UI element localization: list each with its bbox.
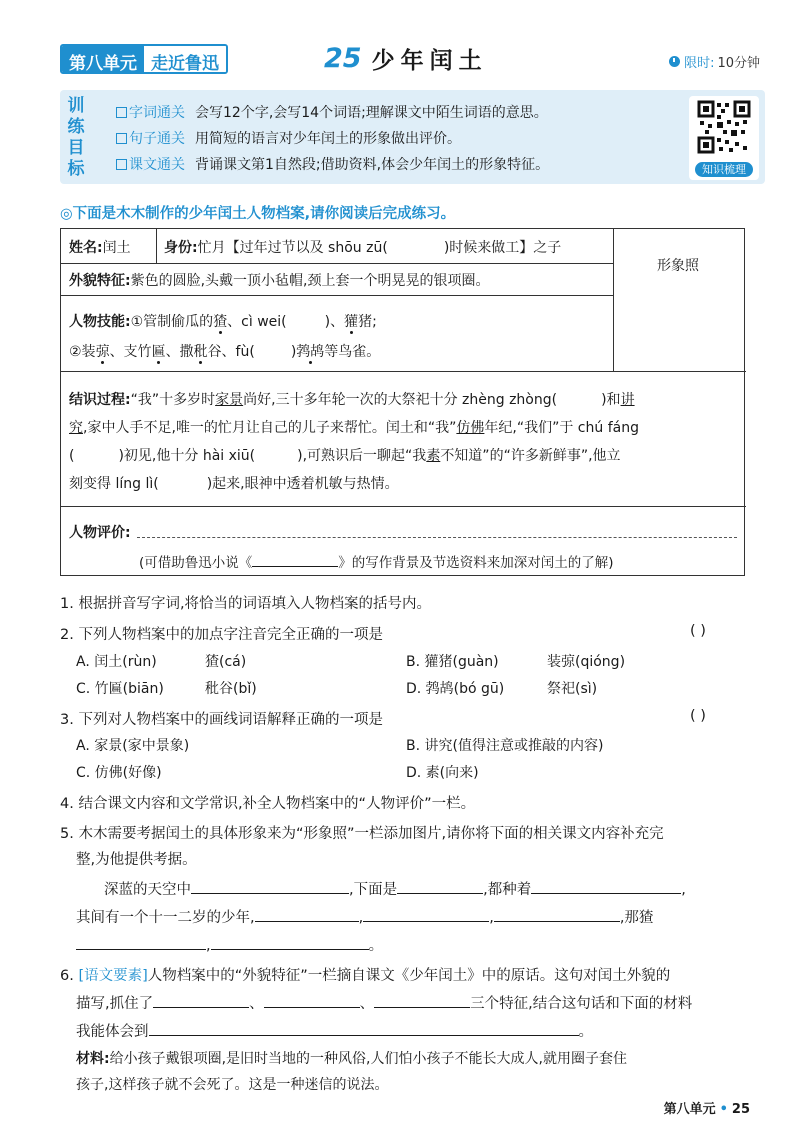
training-goals [60,90,765,184]
q2-option[interactable]: A. 闰土(rùn) [76,654,157,670]
q2-option: 装弶(qióng) [547,654,626,670]
appearance-field: 外貌特征:紫色的圆脸,头戴一顶小毡帽,颈上套一个明晃晃的银项圈。 [69,273,490,289]
question-4: 4. 结合课文内容和文学常识,补全人物档案中的“人物评价”一栏。 [60,796,476,812]
answer-blank[interactable] [149,1022,579,1036]
goal-text: 用简短的语言对少年闰土的形象做出评价。 [195,131,461,147]
question-2: 2. 下列人物档案中的加点字注音完全正确的一项是 [60,627,383,643]
q3-option[interactable]: D. 素(向来) [406,765,479,781]
goals-label: 训练目标 [67,96,85,179]
question-6-line-2: 描写,抓住了 、 、 三个特征,结合这句话和下面的材料 [76,996,693,1012]
answer-blank[interactable] [374,994,470,1008]
evaluation-field: 人物评价: [69,525,131,541]
q2-option: 祭祀(sì) [547,681,598,697]
question-6-line-3: 我能体会到 。 [76,1024,593,1040]
answer-blank[interactable] [363,908,489,922]
evaluation-answer-line[interactable] [137,537,737,538]
time-limit-label: 限时: [684,56,715,71]
qr-code[interactable] [689,96,759,180]
lesson-title [324,42,488,75]
answer-blank[interactable] [76,936,206,950]
story-line-4: 刻变得 líng lì( )起来,眼神中透着机敏与热情。 [69,476,399,492]
answer-blank[interactable] [191,880,349,894]
q3-option[interactable]: A. 家景(家中景象) [76,738,190,754]
lesson-name: 少年闰土 [371,48,488,74]
skills-line-1: 人物技能:①管制偷瓜的猹、cì wei( )、獾猪; [69,314,377,330]
question-6-line-1: 6. [语文要素]人物档案中的“外貌特征”一栏摘自课文《少年闰土》中的原话。这句对闰土外貌的 [60,968,671,984]
q2-option: 猹(cá) [205,654,247,670]
qr-code-icon [697,100,751,154]
answer-blank[interactable] [494,908,620,922]
checkbox-icon [116,107,127,118]
unit-tag [60,44,228,74]
unit-number: 第八单元 [62,46,144,72]
name-field: 姓名:闰土 [69,240,131,256]
clock-icon [669,56,680,67]
lesson-number: 25 [324,43,362,74]
goal-item [116,99,549,125]
question-5-line-2: 整,为他提供考据。 [76,852,197,868]
q2-option[interactable]: C. 竹匾(biān) [76,681,164,697]
answer-blank[interactable] [211,936,369,950]
material-line-2: 孩子,这样孩子就不会死了。这是一种迷信的说法。 [76,1077,389,1093]
page-header [60,42,760,78]
goal-text: 背诵课文第1自然段;借助资料,体会少年闰土的形象特征。 [195,157,550,173]
answer-blank[interactable] [264,994,360,1008]
name-value: 闰土 [102,240,131,256]
question-3: 3. 下列对人物档案中的画线词语解释正确的一项是 [60,712,383,728]
goal-tag: 课文通关 [129,157,185,173]
goal-tag: 字词通关 [129,105,185,121]
q5-fill-line-2: 其间有一个十一二岁的少年, , , ,那猹 [76,910,654,926]
question-1: 1. 根据拼音写字词,将恰当的词语填入人物档案的括号内。 [60,596,432,612]
appearance-text: 紫色的圆脸,头戴一顶小毡帽,颈上套一个明晃晃的银项圈。 [130,273,490,289]
instruction: ◎下面是木木制作的少年闰土人物档案,请你阅读后完成练习。 [60,206,456,222]
q3-answer-paren[interactable]: ( ) [690,708,706,724]
unit-theme: 走近鲁迅 [144,46,226,72]
evaluation-note: (可借助鲁迅小说《 》的写作背景及节选资料来加深对闰土的了解) [139,555,614,571]
answer-blank[interactable] [397,880,483,894]
page-number: 25 [731,1102,750,1117]
goal-item [116,151,549,177]
q3-option[interactable]: C. 仿佛(好像) [76,765,162,781]
skills-line-2: ②装弶、支竹匾、撒秕谷、fù( )鹁鸪等鸟雀。 [69,344,381,360]
character-profile-table [60,228,745,576]
answer-blank[interactable] [531,880,681,894]
q2-option: 秕谷(bǐ) [205,681,257,697]
story-line-2: 究,家中人手不足,唯一的忙月让自己的儿子来帮忙。闰土和“我”仿佛年纪,“我们”于 chú fáng [69,420,639,436]
checkbox-icon [116,133,127,144]
material-line-1: 材料:给小孩子戴银项圈,是旧时当地的一种风俗,人们怕小孩子不能长大成人,就用圈子套住 [76,1051,627,1067]
goal-text: 会写12个字,会写14个词语;理解课文中陌生词语的意思。 [195,105,548,121]
time-limit-value: 10分钟 [717,56,760,71]
q5-fill-line-1: 深蓝的天空中 ,下面是 ,都种着 , [104,882,686,898]
answer-blank[interactable] [255,908,359,922]
q2-option[interactable]: D. 鹁鸪(bó gū) [406,681,505,697]
novel-title-blank[interactable] [252,553,338,567]
q6-tag: [语文要素] [78,968,148,984]
material-label: 材料: [76,1051,110,1067]
q3-option[interactable]: B. 讲究(值得注意或推敲的内容) [406,738,604,754]
q5-fill-line-3: , 。 [76,934,383,955]
footer-unit: 第八单元 [663,1102,716,1117]
q2-answer-paren[interactable]: ( ) [690,623,706,639]
page-footer: 第八单元 • 25 [663,1102,750,1117]
identity-field: 身份:忙月【过年过节以及 shōu zū( )时候来做工】之子 [164,240,562,256]
story-line-1: 结识过程:“我”十多岁时家景尚好,三十多年轮一次的大祭祀十分 zhèng zhòng( )和讲 [69,392,635,408]
goal-item [116,125,549,151]
goal-tag: 句子通关 [129,131,185,147]
story-line-3: ( )初见,他十分 hài xiū( ),可熟识后一聊起“我素不知道”的“许多新鲜事”,他立 [69,448,621,464]
time-limit [669,52,760,71]
answer-blank[interactable] [153,994,249,1008]
checkbox-icon [116,159,127,170]
qr-caption: 知识梳理 [695,162,753,177]
question-5-line-1: 5. 木木需要考据闰土的具体形象来为“形象照”一栏添加图片,请你将下面的相关课文内容补充完 [60,826,664,842]
q2-option[interactable]: B. 獾猪(guàn) [406,654,499,670]
photo-placeholder[interactable]: 形象照 [657,258,699,274]
